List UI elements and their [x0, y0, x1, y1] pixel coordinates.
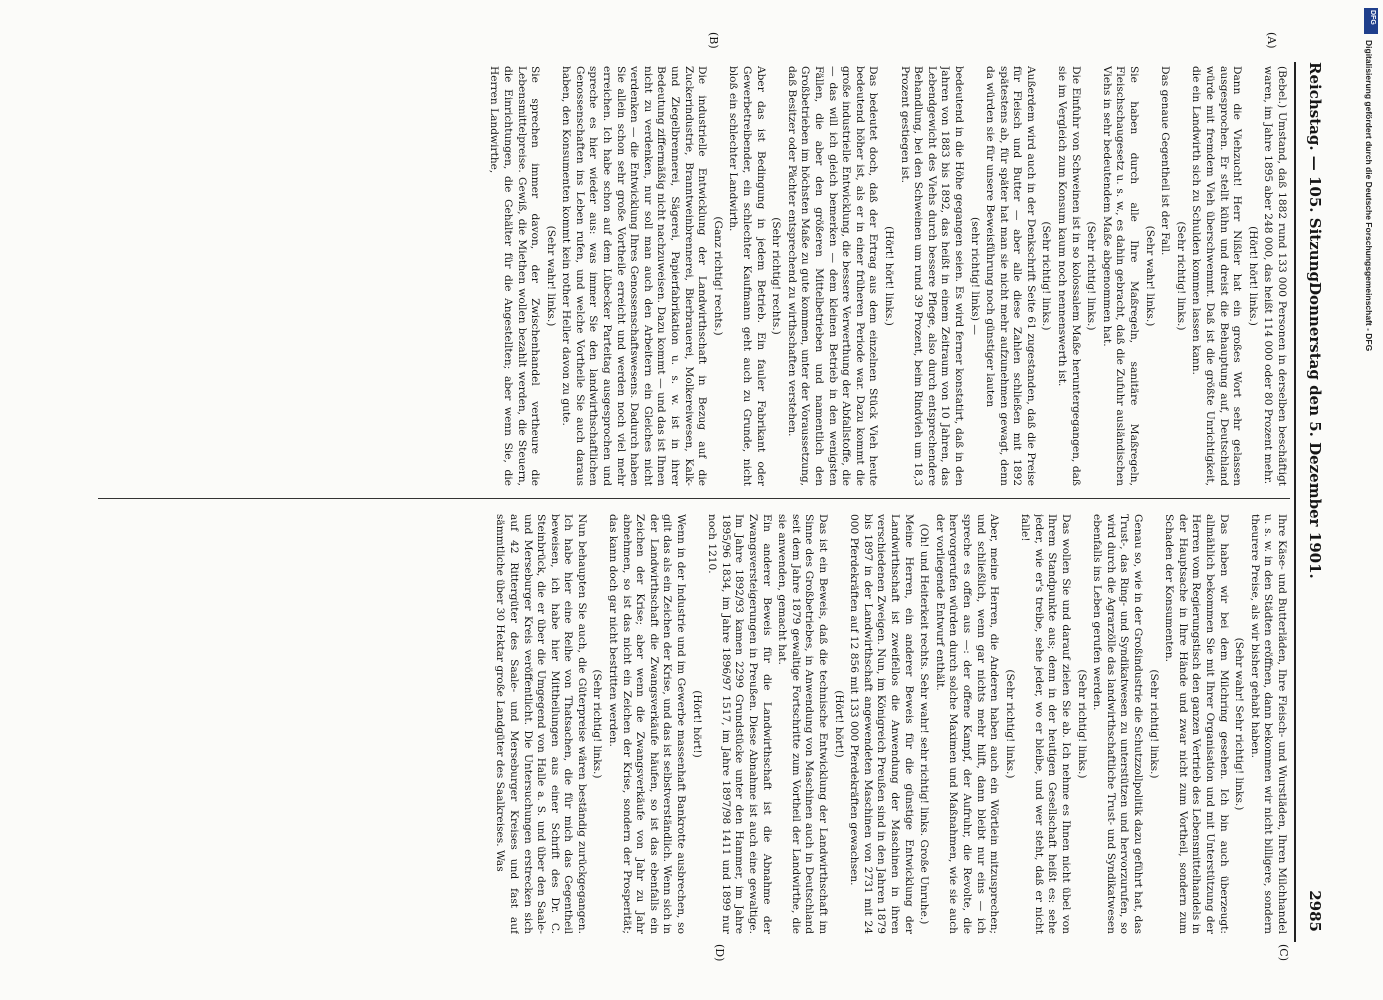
- dfg-logo-text: DFG: [1369, 10, 1376, 25]
- right-column-paragraph: (Sehr richtig! links.): [1003, 669, 1016, 779]
- rotated-page-content: [90, 32, 1330, 962]
- page-header: [1300, 62, 1330, 942]
- right-column-paragraph: (Hört! hört!): [690, 690, 703, 758]
- left-column-paragraph: (Sehr richtig! links.): [1174, 221, 1187, 331]
- right-column-paragraph: Genau so, wie in der Großindustrie die Schutzzollpolitik dazu geführt hat, das Trust-, das Ring- und Syndikatwesen zu unterstützen und hervorzurufen, so wird durch die Agrarzölle das landwirthschaftliche Trust- und Syndikatwesen ebenfalls ins Leben gerufen werden.: [1091, 514, 1145, 934]
- digitization-footer: [1354, 40, 1380, 960]
- digitization-credit: Digitalisierung gefördert durch die Deutsche Forschungsgemeinschaft - DFG: [1364, 40, 1374, 352]
- left-column-paragraph: Das genaue Gegentheil ist der Fall.: [1159, 66, 1172, 256]
- left-column-paragraph: (Ganz richtig! rechts.): [711, 216, 724, 336]
- header-page-number: 2985: [1306, 890, 1324, 932]
- right-column-paragraph: Ein anderer Beweis für die Landwirthschaft ist die Abnahme der Zwangsversteigerungen in Preußen. Diese Abnahme ist auch eine gewaltige. Im Jahre 1892/93 kamen 2299 Grundstücke unter den Hammer, im Jahre 1895/96 1834, im Jahre 1896/97 1517, im Jahre 1897/98 1411 und 1899 nur noch 1210.: [706, 514, 773, 934]
- right-column-paragraph: Aber, meine Herren, die Anderen haben auch ein Wörtlein mitzusprechen; und schließlich, wenn gar nichts mehr hilft, dann bleibt nur eins — ich spreche es offen aus —: der offene Kampf, der Aufruhr, die Revolte, die hervorgerufen würden durch solche Maximen und Maßnahmen, wie sie auch der vorliegende Entwurf enthält.: [933, 514, 1001, 934]
- right-column-paragraph: (Sehr richtig! links.): [591, 669, 604, 779]
- left-column-paragraph: (Hört! hört! links.): [882, 226, 895, 326]
- right-column-paragraph: Wenn in der Industrie und im Gewerbe massenhaft Bankrotte ausbrechen, so gilt das als ein Zeichen der Krise, und das ist selbstverständlich. Wenn sich in der Landwirthschaft die Zwangsverkäufe häufen, so ist das ebenfalls ein Zeichen der Krise; aber wenn die Zwangsverkäufe von Jahr zu Jahr abnehmen, so ist das nicht ein Zeichen der Krise, sondern der Prosperität; das kann doch gar nicht bestritten werden.: [607, 514, 688, 934]
- left-column-paragraph: (sehr richtig! links) —: [968, 217, 981, 335]
- right-column-paragraph: (Sehr richtig! links.): [1147, 669, 1160, 779]
- right-column-paragraph: Das ist ein Beweis, daß die technische Entwicklung der Landwirthschaft im Sinne des Großbetriebes, in Anwendung von Maschinen auch in Deutschland seit dem Jahre 1879 gewaltige Fortschritte zum Vortheil der Landwirthe, die sie anwenden, gemacht hat.: [776, 514, 829, 934]
- right-column-paragraph: Das haben wir bei dem Milchring gesehen. Ich bin auch überzeugt: allmählich bekommen Sie mit Ihrer Organisation und mit Unterstützung der Herren vom Regierungstisch den ganzen Vertrieb des Lebensmittelhandels in der Hauptsache in Ihre Hände und zwar nicht zum Vortheil, sondern zum Schaden der Konsumenten.: [1163, 514, 1230, 934]
- right-text-column: [98, 514, 1288, 934]
- left-column-paragraph: Dann die Viehzucht! Herr Nißler hat ein großes Wort sehr gelassen ausgesprochen. Er stellt kühn und dreist die Behauptung auf, Deutschland würde mit fremdem Vieh überschwemmt. Daß ist die größte Unrichtigkeit, die ein Landwirth sich zu Schulden kommen lassen kann.: [1190, 66, 1244, 486]
- margin-marker-a: (A): [1265, 32, 1278, 49]
- left-column-paragraph: Sie haben durch alle Ihre Maßregeln, sanitäre Maßregeln, Fleischschaugesetz u. s. w., es dahin gebracht, daß die Zufuhr ausländischen Viehs in sehr bedeutendem Maße abgenommen hat.: [1100, 66, 1141, 486]
- left-column-paragraph: (Sehr richtig! links.): [1040, 221, 1053, 331]
- right-column-paragraph: (Sehr richtig! links.): [1075, 669, 1088, 779]
- dfg-logo: [1364, 8, 1378, 34]
- left-column-paragraph: bedeutend in die Höhe gegangen seien. Es wird ferner konstatirt, daß in den Jahren von 1883 bis 1892, das heißt in einem Zeitraum von 10 Jahren, das Lebendgewicht des Viehs durch bessere Pflege, also durch entsprechendere Behandlung, bei den Schweinen um rund 39 Prozent, beim Rindvieh um 18,3 Prozent gestiegen ist.: [898, 66, 965, 486]
- margin-marker-c: (C): [1277, 944, 1290, 961]
- header-date: Donnerstag den 5. Dezember 1901.: [1306, 282, 1324, 579]
- left-column-paragraph: Außerdem wird auch in der Denkschrift Seite 61 zugestanden, daß die Preise für Fleisch und Butter — aber alle diese Zahlen schließen mit 1892 spätestens ab, für später hat man sie nicht mehr aufzunehmen gewagt, denn da würden sie für unsere Beweisführung noch günstiger lauten: [984, 66, 1037, 486]
- left-column-paragraph: Das bedeutet doch, daß der Ertrag aus dem einzelnen Stück Vieh heute bedeutend höher ist, als er in einer früheren Periode war. Dazu kommt die große industrielle Entwicklung, die bessere Verwerthung der Abfallstoffe, die — das will ich gleich bemerken — dem kleinen Betrieb in den wenigsten Fällen, die aber den größeren Mittelbetrieben und namentlich den Großbetrieben im höchsten Maße zu gute kommen, unter der Voraussetzung, daß Besitzer oder Pächter entsprechend zu wirthschaften verstehen.: [785, 66, 880, 486]
- left-column-paragraph: (Sehr wahr! links.): [1143, 225, 1156, 327]
- header-rule: [1294, 62, 1296, 942]
- left-column-paragraph: (Sehr richtig! rechts.): [770, 217, 783, 335]
- left-column-paragraph: Sie sprechen immer davon, der Zwischenhandel vertheure die Lebensmittelpreise. Gewiß, die Miethen wollen bezahlt werden, die Steuern, die Einrichtungen, die Gehälter für die Angestellten; aber wenn Sie, die Herren Landwirthe,: [488, 66, 542, 486]
- right-column-paragraph: (Hört! hört!): [832, 690, 845, 758]
- left-column-paragraph: (Hört! hört! links.): [1246, 226, 1259, 326]
- margin-marker-b: (B): [707, 32, 720, 49]
- header-session: Reichstag. — 105. Sitzung.: [1306, 62, 1324, 288]
- left-column-paragraph: (Sehr wahr! links.): [544, 225, 557, 327]
- left-column-paragraph: (Bebel.) Umstand, daß 1882 rund 133 000 Personen in derselben beschäftigt waren, im Jahre 1895 aber 248 000, das heißt 114 000 oder 80 Prozent mehr.: [1262, 66, 1288, 486]
- right-column-paragraph: (Oh! und Heiterkeit rechts. Sehr wahr! sehr richtig! links. Große Unruhe.): [918, 523, 931, 925]
- right-column-paragraph: Ihre Käse- und Butterläden, Ihre Fleisch- und Wurstläden, Ihren Milchhandel u. s. w. in den Städten eröffnen, dann bekommen wir nicht billigere, sondern theurere Preise, als wir bisher gehabt haben.: [1248, 514, 1288, 934]
- left-text-column: [98, 66, 1288, 486]
- right-column-paragraph: (Sehr wahr! Sehr richtig! links.): [1233, 637, 1246, 811]
- column-separator: [98, 498, 1290, 499]
- left-column-paragraph: Aber das ist Bedingung in jedem Betrieb. Ein fauler Fabrikant oder Gewerbetreibender, ein schlechter Kaufmann geht auch zu Grunde, nicht bloß ein schlechter Landwirth.: [727, 66, 767, 486]
- right-column-paragraph: Meine Herren, ein anderer Beweis für die günstige Entwicklung der Landwirthschaft ist zweifellos die Anwendung der Maschinen in ihren verschiedenen Zweigen. Nun, im Königreich Preußen sind in den Jahren 1879 bis 1897 in der Landwirthschaft angewendeten Maschinen von 2731 mit 24 000 Pferdekräften auf 12 856 mit 133 000 Pferdekräften gewachsen.: [848, 514, 915, 934]
- margin-marker-d: (D): [713, 944, 726, 962]
- right-column-paragraph: Das wollen Sie und darauf zielen Sie ab. Ich nehme es Ihnen nicht übel von Ihrem Standpunkte aus; denn in der heutigen Gesellschaft heißt es: sehe jeder, wie er's treibe, sehe jeder, wo er bleibe, und wer steht, daß er nicht falle!: [1019, 514, 1073, 934]
- left-column-paragraph: (Sehr richtig! links.): [1085, 221, 1098, 331]
- left-column-paragraph: Die Einfuhr von Schweinen ist in so kolossalem Maße heruntergegangen, daß sie im Vergleich zum Konsum kaum noch nennenswerth ist.: [1056, 66, 1082, 486]
- right-column-paragraph: Nun behaupten Sie auch, die Güterpreise wären beständig zurückgegangen. Ich habe hier eine Reihe von Thatsachen, die für mich das Gegentheil beweisen, ich habe hier Mittheilungen aus einer Schrift des Dr. C. Steinbrück, die er über die Umgegend von Halle a. S. und über den Saale- und Merseburger Kreis veröffentlicht. Die Untersuchungen erstrecken sich auf 42 Rittergüter des Saale- und Merseburger Kreises und fast auf sämmtliche über 30 Hektar große Landgüter des Saalkreises. Was: [494, 514, 588, 934]
- left-column-paragraph: Die industrielle Entwicklung der Landwirthschaft in Bezug auf die Zuckerindustrie, Branntweinbrennerei, Bierbrauerei, Molkereiwesen, Kalk- und Ziegelbrennerei, Sägerei, Papierfabrikation u. s. w. ist in ihrer Bedeutung ziffermäßig nicht nachzuweisen. Dazu kommt — und das ist Ihnen nicht zu verdenken, nur soll man auch den Arbeitern ein Gleiches nicht verdenken — die Entwicklung Ihres Genossenschaftswesens. Dadurch haben Sie allein schon sehr große Vortheile erreicht und werden noch viel mehr erreichen. Ich habe schon auf dem Lübecker Parteitag ausgesprochen und spreche es hier wieder aus: was immer Sie den landwirthschaftlichen Genossenschaften ins Leben rufen, und welche Vortheile Sie auch daraus haben, den Konsumenten kommt kein rother Heller davon zu gute.: [560, 66, 709, 486]
